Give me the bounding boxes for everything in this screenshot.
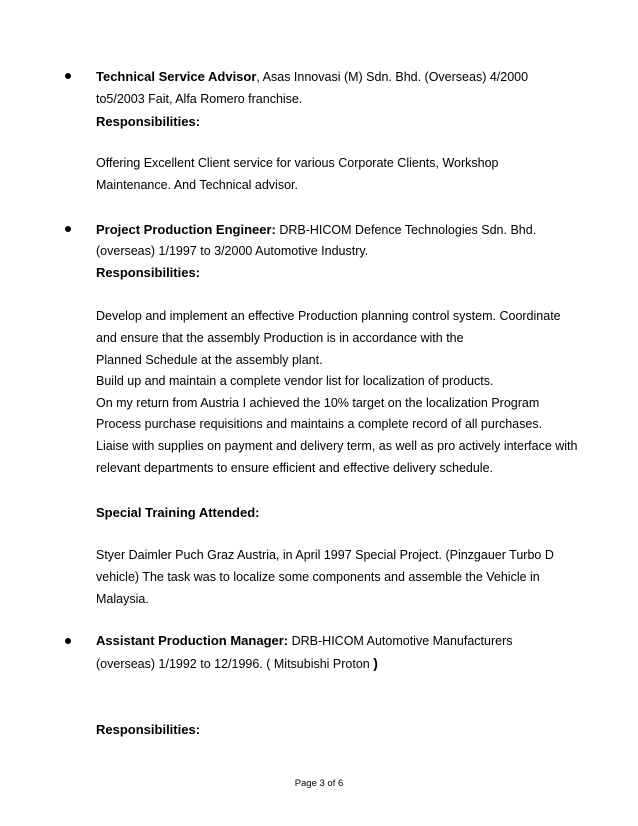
- job-2-training-heading: Special Training Attended:: [96, 505, 260, 520]
- job-3-detail-line1: DRB-HICOM Automotive Manufacturers: [288, 634, 513, 648]
- job-1-responsibility-line: Maintenance. And Technical advisor.: [96, 178, 298, 192]
- job-2-responsibility-line: Liaise with supplies on payment and delivery term, as well as pro actively interface with: [96, 439, 578, 453]
- job-3-header: [96, 633, 513, 649]
- job-2-detail-line2: (overseas) 1/1997 to 3/2000 Automotive Industry.: [96, 244, 369, 258]
- bullet-icon: [65, 73, 71, 79]
- job-2-responsibility-line: On my return from Austria I achieved the 10% target on the localization Program: [96, 396, 540, 410]
- job-2-detail-line1: DRB-HICOM Defence Technologies Sdn. Bhd.: [275, 223, 537, 237]
- job-3-detail-paren: ): [373, 655, 378, 671]
- job-2-header: [96, 222, 536, 238]
- job-2-responsibility-line: Build up and maintain a complete vendor list for localization of products.: [96, 374, 494, 388]
- job-1-detail-line1: , Asas Innovasi (M) Sdn. Bhd. (Overseas) 4/2000: [256, 70, 529, 84]
- job-1-responsibility-line: Offering Excellent Client service for various Corporate Clients, Workshop: [96, 156, 499, 170]
- job-1-title: Technical Service Advisor: [96, 69, 257, 84]
- job-3-responsibilities-heading: Responsibilities:: [96, 722, 201, 737]
- bullet-icon: [65, 226, 71, 232]
- job-2-responsibility-line: Develop and implement an effective Production planning control system. Coordinate: [96, 309, 561, 323]
- job-2-responsibility-line: relevant departments to ensure efficient and effective delivery schedule.: [96, 461, 493, 475]
- job-3-detail-line2: (overseas) 1/1992 to 12/1996. ( Mitsubishi Proton: [96, 657, 374, 671]
- job-3-title: Assistant Production Manager:: [96, 633, 289, 648]
- job-2-training-line: vehicle) The task was to localize some components and assemble the Vehicle in: [96, 570, 540, 584]
- page-number: Page 3 of 6: [294, 778, 344, 789]
- job-1-header: [96, 69, 528, 85]
- job-3-detail-line2-wrap: [96, 656, 378, 672]
- job-1-detail-line2: to5/2003 Fait, Alfa Romero franchise.: [96, 92, 303, 106]
- job-2-responsibility-line: Process purchase requisitions and maintains a complete record of all purchases.: [96, 417, 543, 431]
- job-1-responsibilities-heading: Responsibilities:: [96, 114, 201, 129]
- job-2-responsibility-line: Planned Schedule at the assembly plant.: [96, 353, 323, 367]
- job-2-responsibility-line: and ensure that the assembly Production is in accordance with the: [96, 331, 464, 345]
- bullet-icon: [65, 638, 71, 644]
- job-2-responsibilities-heading: Responsibilities:: [96, 265, 201, 280]
- job-2-title: Project Production Engineer:: [96, 222, 276, 237]
- job-2-training-line: Malaysia.: [96, 592, 149, 606]
- job-2-training-line: Styer Daimler Puch Graz Austria, in April 1997 Special Project. (Pinzgauer Turbo D: [96, 548, 554, 562]
